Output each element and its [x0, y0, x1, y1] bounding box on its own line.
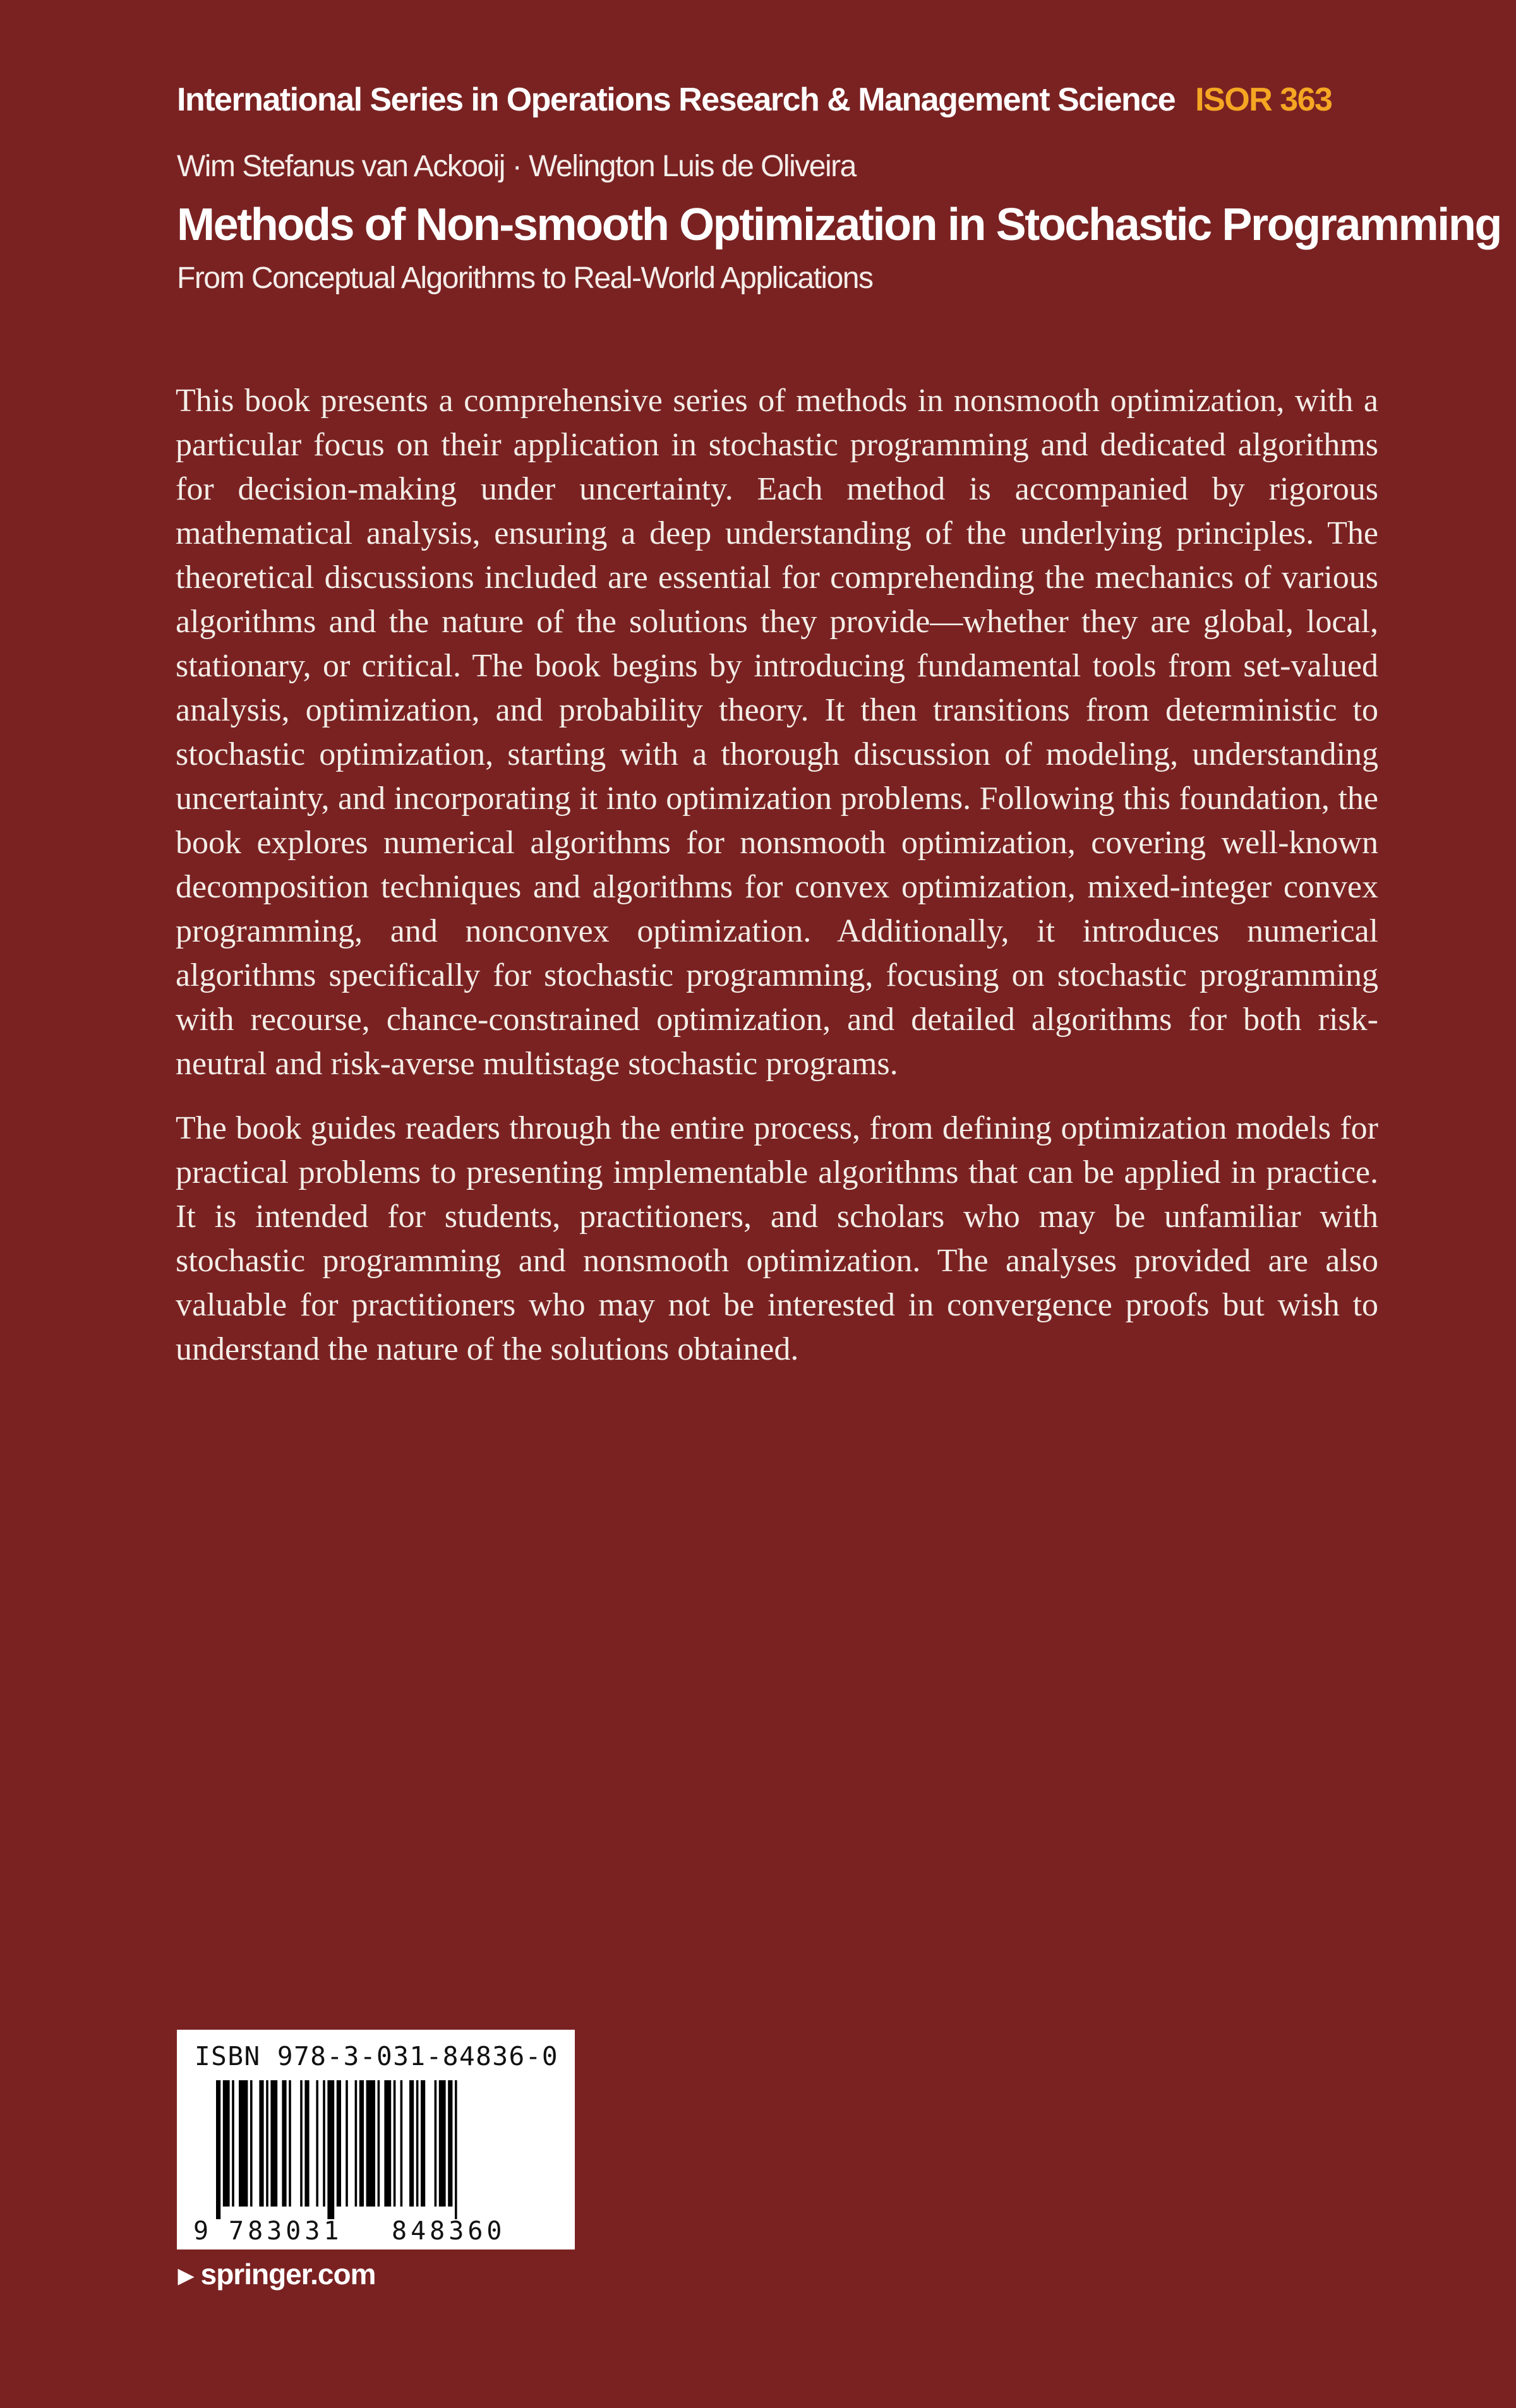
barcode-bar: [250, 2080, 253, 2207]
barcode-bar: [282, 2080, 286, 2207]
barcode-bar: [355, 2080, 358, 2207]
description-paragraph-1: This book presents a comprehensive series of methods in nonsmooth optimization, with a particular focus on their application in stochastic programming and dedicated algorithms for decision-making under uncertainty. Each method is accompanied by rigorous mathematical analysis, ensuring a deep understanding of the underlying principles. The theoretical discussions included are essential for comprehending the mechanics of various algorithms and the nature of the solutions they provide—whether they are global, local, stationary, or critical. The book begins by introducing fundamental tools from set-valued analysis, optimization, and probability theory. It then transitions from deterministic to stochastic optimization, starting with a thorough discussion of modeling, understanding uncertainty, and incorporating it into optimization problems. Following this foundation, the book explores numerical algorithms for nonsmooth optimization, covering well-known decomposition techniques and algorithms for convex optimization, mixed-integer convex programming, and nonconvex optimization. Additionally, it introduces numerical algorithms specifically for stochastic programming, focusing on stochastic programming with recourse, chance-constrained optimization, and detailed algorithms for both risk-neutral and risk-averse multistage stochastic programs.: [176, 383, 1378, 1082]
barcode-lead-digit: 9: [193, 2217, 209, 2246]
website-label: springer.com: [200, 2258, 376, 2291]
barcode-bar: [409, 2080, 414, 2207]
isbn-label: ISBN 978-3-031-84836-0: [195, 2041, 559, 2071]
publisher-website[interactable]: [178, 2257, 375, 2291]
barcode-bars: [216, 2080, 457, 2219]
book-description: [176, 379, 1378, 1372]
book-title: Methods of Non-smooth Optimization in Stochastic Programming: [177, 200, 1501, 250]
barcode-bar: [270, 2080, 277, 2207]
barcode-bar: [359, 2080, 364, 2207]
barcode-bar: [416, 2080, 419, 2207]
series-name: International Series in Operations Research & Management Science: [177, 81, 1176, 118]
barcode-bar: [366, 2080, 375, 2207]
barcode-bar: [232, 2080, 234, 2207]
triangle-right-icon: ▶: [178, 2264, 193, 2287]
book-subtitle: From Conceptual Algorithms to Real-World Applications: [177, 261, 873, 295]
barcode-bar: [394, 2080, 396, 2207]
description-paragraph-2: The book guides readers through the entire process, from defining optimization models for practical problems to presenting implementable algorithms that can be applied in practice. It is intended for students, practitioners, and scholars who may be unfamiliar with stochastic programming and nonsmooth optimization. The analyses provided are also valuable for practitioners who may not be interested in convergence proofs but wish to understand the nature of the solutions obtained.: [176, 1110, 1378, 1367]
barcode-bar: [400, 2080, 403, 2207]
barcode-bar: [300, 2080, 303, 2207]
barcode-bar: [239, 2080, 248, 2207]
authors: Wim Stefanus van Ackooij · Welington Luis de Oliveira: [177, 150, 856, 183]
barcode-bar: [289, 2080, 291, 2207]
barcode-bar: [337, 2080, 341, 2207]
barcode-right-digits: 848360: [392, 2217, 506, 2246]
barcode-bar: [421, 2080, 425, 2207]
barcode-bar: [448, 2080, 452, 2207]
isbn-barcode-block: [177, 2030, 575, 2249]
barcode-bar: [259, 2080, 263, 2207]
barcode-bar: [378, 2080, 380, 2207]
barcode-bar: [316, 2080, 318, 2207]
barcode-left-digits: 783031: [229, 2217, 343, 2246]
series-number: ISOR 363: [1195, 81, 1332, 118]
barcode-bar: [346, 2080, 348, 2207]
barcode-bar: [266, 2080, 268, 2207]
barcode-bar: [384, 2080, 391, 2207]
barcode-graphic: [191, 2080, 561, 2246]
barcode-bar: [439, 2080, 446, 2207]
barcode-bar: [223, 2080, 230, 2207]
barcode-bar: [323, 2080, 325, 2207]
series-line: [177, 81, 1332, 119]
barcode-bar: [327, 2080, 334, 2219]
barcode-bar: [435, 2080, 437, 2207]
barcode-bar: [455, 2080, 457, 2219]
barcode-bar: [216, 2080, 220, 2219]
barcode-bar: [304, 2080, 309, 2207]
